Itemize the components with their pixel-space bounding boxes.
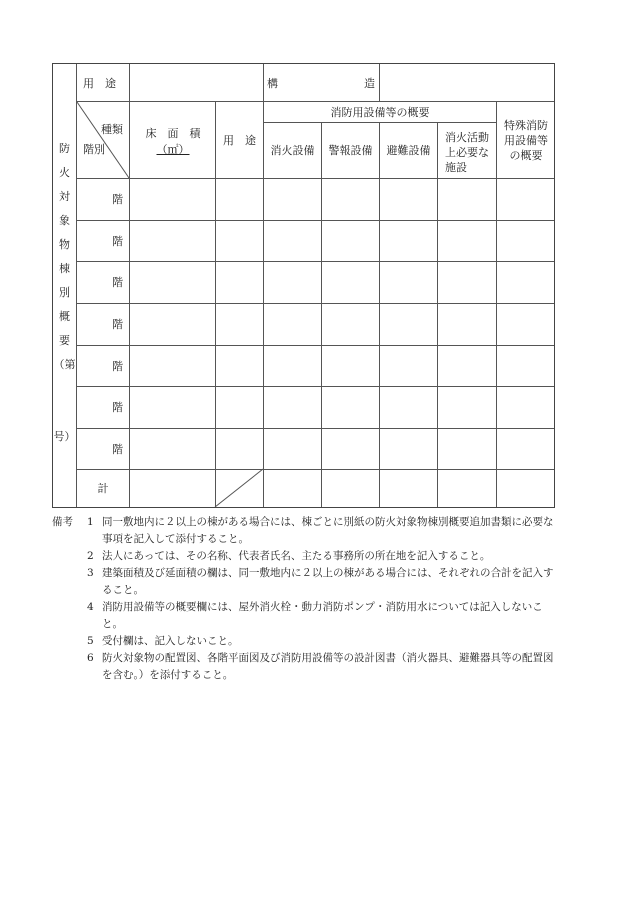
equip-col-alarm: 警報設備 (328, 144, 373, 157)
kaibetsu-label: 階別 (83, 143, 105, 156)
side-title-char: 要 (59, 334, 70, 347)
note-text: 建築面積及び延面積の欄は、同一敷地内に２以上の棟がある場合には、それぞれの合計を記入すること。 (102, 567, 554, 596)
note-item (52, 599, 562, 633)
note-number: 1 (87, 516, 94, 528)
floor-row-label: 階 (112, 235, 123, 248)
side-title-char: 物 (59, 238, 70, 251)
note-item (52, 633, 562, 650)
side-title-char: 別 (59, 286, 70, 299)
building-summary-table (52, 63, 555, 508)
kouzou-label: 構 造 (267, 77, 375, 90)
total-label: 計 (97, 482, 109, 495)
equip-group-header: 消防用設備等の概要 (330, 105, 430, 119)
note-number: 2 (87, 550, 94, 562)
notes-label: 備考 (52, 516, 73, 528)
note-text: 受付欄は、記入しないこと。 (102, 635, 239, 647)
floor-row-label: 階 (112, 193, 123, 206)
note-text: 法人にあっては、その名称、代表者氏名、主たる事務所の所在地を記入すること。 (102, 550, 491, 562)
side-title-char: 防 (59, 142, 70, 155)
floor-area-unit: （㎡） (156, 143, 190, 156)
special-equip-header: 特殊消防用設備等の概要 (504, 118, 548, 162)
note-number: 6 (87, 652, 94, 664)
use-label: 用 途 (223, 133, 256, 147)
equip-col-fire-extinguishing: 消火設備 (270, 144, 315, 157)
note-item (52, 548, 562, 565)
floor-row-label: 階 (112, 360, 123, 373)
floor-area-label: 床 面 積 (145, 127, 201, 140)
note-number: 3 (87, 567, 94, 579)
side-title-char: 号） (53, 430, 76, 443)
note-text: 同一敷地内に２以上の棟がある場合には、棟ごとに別紙の防火対象物棟別概要追加書類に必要な事項を記入して添付すること。 (102, 516, 554, 545)
note-number: 5 (87, 635, 94, 647)
side-title-char: 火 (59, 166, 70, 179)
notes-section (52, 514, 562, 684)
floor-row-label: 階 (112, 401, 123, 414)
floor-row-label: 階 (112, 443, 123, 456)
floor-row-label: 階 (112, 276, 123, 289)
note-item (52, 650, 562, 684)
youto-label: 用 途 (83, 77, 116, 90)
side-title-char: 象 (59, 214, 70, 227)
side-title-char: 棟 (59, 262, 70, 275)
note-text: 消防用設備等の概要欄には、屋外消火栓・動力消防ポンプ・消防用水については記入しないこと。 (102, 601, 543, 630)
equip-col-firefighting-facilities: 消火活動上必要な施設 (445, 131, 489, 174)
note-number: 4 (87, 601, 94, 613)
side-title-char: 概 (59, 310, 70, 323)
side-title-char: 対 (59, 190, 70, 203)
equip-col-evacuation: 避難設備 (386, 144, 431, 157)
note-item (52, 565, 562, 599)
shurui-label: 種類 (101, 123, 123, 136)
note-item (52, 514, 562, 548)
floor-row-label: 階 (112, 318, 123, 331)
side-title-char: （第 (53, 358, 76, 371)
note-text: 防火対象物の配置図、各階平面図及び消防用設備等の設計図書（消火器具、避難器具等の配置図を含む。）を添付すること。 (102, 652, 554, 681)
